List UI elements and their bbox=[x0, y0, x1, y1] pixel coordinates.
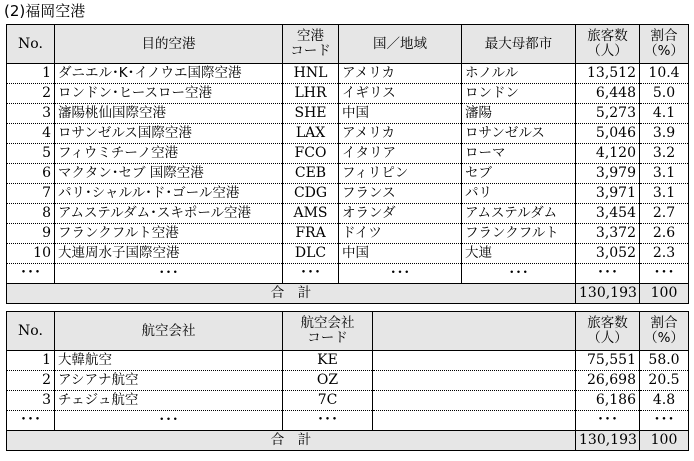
airport-total-label: 合 計 bbox=[7, 284, 576, 304]
table-row bbox=[7, 224, 689, 244]
table-row bbox=[7, 84, 689, 104]
passengers: 4,120 bbox=[576, 144, 640, 164]
share: ･･･ bbox=[640, 264, 689, 284]
row-no: 8 bbox=[7, 204, 55, 224]
airport-name: ロサンゼルス国際空港 bbox=[55, 124, 283, 144]
airline-code: 7C bbox=[283, 391, 373, 411]
header-airline-code bbox=[283, 312, 373, 351]
airport-name: ･･･ bbox=[55, 264, 283, 284]
table-row bbox=[7, 391, 689, 411]
table-row bbox=[7, 204, 689, 224]
airport-name: 大連周水子国際空港 bbox=[55, 244, 283, 264]
table-row bbox=[7, 144, 689, 164]
airline-name: ･･･ bbox=[55, 411, 283, 431]
passengers: 3,979 bbox=[576, 164, 640, 184]
row-no: 2 bbox=[7, 371, 55, 391]
passengers: ･･･ bbox=[576, 264, 640, 284]
airport-code: FCO bbox=[283, 144, 339, 164]
share: 58.0 bbox=[640, 351, 689, 371]
table-row bbox=[7, 64, 689, 84]
share: 2.3 bbox=[640, 244, 689, 264]
row-no: 1 bbox=[7, 64, 55, 84]
header-blank bbox=[373, 312, 576, 351]
passengers: 13,512 bbox=[576, 64, 640, 84]
row-no: 2 bbox=[7, 84, 55, 104]
passengers: 6,448 bbox=[576, 84, 640, 104]
airport-total-row bbox=[7, 284, 689, 304]
header-passengers-text: 旅客数 （人） bbox=[587, 315, 628, 346]
airport-code: FRA bbox=[283, 224, 339, 244]
row-no: 3 bbox=[7, 391, 55, 411]
row-no: 4 bbox=[7, 124, 55, 144]
share: 3.1 bbox=[640, 184, 689, 204]
city: ロサンゼルス bbox=[462, 124, 576, 144]
header-share-text: 割合 （%） bbox=[644, 28, 684, 59]
airport-name: フランクフルト空港 bbox=[55, 224, 283, 244]
airport-code: LAX bbox=[283, 124, 339, 144]
share: 3.9 bbox=[640, 124, 689, 144]
row-no: 9 bbox=[7, 224, 55, 244]
airport-name: パリ･シャルル･ド･ゴール空港 bbox=[55, 184, 283, 204]
share: 4.1 bbox=[640, 104, 689, 124]
airport-code: ･･･ bbox=[283, 264, 339, 284]
airport-total-passengers: 130,193 bbox=[576, 284, 640, 304]
row-no: 5 bbox=[7, 144, 55, 164]
airline-total-label: 合 計 bbox=[7, 431, 576, 451]
airport-table bbox=[6, 24, 689, 304]
table-row bbox=[7, 184, 689, 204]
table-row bbox=[7, 124, 689, 144]
header-passengers-text: 旅客数 （人） bbox=[587, 28, 628, 59]
airline-name: 大韓航空 bbox=[55, 351, 283, 371]
airport-code: HNL bbox=[283, 64, 339, 84]
airport-code: CDG bbox=[283, 184, 339, 204]
row-no: 7 bbox=[7, 184, 55, 204]
header-share bbox=[640, 25, 689, 64]
table-row bbox=[7, 351, 689, 371]
header-passengers bbox=[576, 25, 640, 64]
row-no: 3 bbox=[7, 104, 55, 124]
airport-code: AMS bbox=[283, 204, 339, 224]
table-row bbox=[7, 411, 689, 431]
header-country: 国／地域 bbox=[339, 25, 462, 64]
header-no: No. bbox=[7, 312, 55, 351]
passengers: 3,454 bbox=[576, 204, 640, 224]
passengers: 3,971 bbox=[576, 184, 640, 204]
blank-cell bbox=[373, 351, 576, 371]
country: オランダ bbox=[339, 204, 462, 224]
airline-code: OZ bbox=[283, 371, 373, 391]
airport-code: DLC bbox=[283, 244, 339, 264]
share: 5.0 bbox=[640, 84, 689, 104]
city: セブ bbox=[462, 164, 576, 184]
passengers: 5,273 bbox=[576, 104, 640, 124]
passengers: 3,052 bbox=[576, 244, 640, 264]
row-no: 6 bbox=[7, 164, 55, 184]
city: アムステルダム bbox=[462, 204, 576, 224]
passengers: 75,551 bbox=[576, 351, 640, 371]
header-airline: 航空会社 bbox=[55, 312, 283, 351]
share: 4.8 bbox=[640, 391, 689, 411]
table-row bbox=[7, 164, 689, 184]
share: 10.4 bbox=[640, 64, 689, 84]
airport-total-share: 100 bbox=[640, 284, 689, 304]
country: ドイツ bbox=[339, 224, 462, 244]
country: フィリピン bbox=[339, 164, 462, 184]
share: ･･･ bbox=[640, 411, 689, 431]
header-share-text: 割合 （%） bbox=[644, 315, 684, 346]
table-row bbox=[7, 244, 689, 264]
city: フランクフルト bbox=[462, 224, 576, 244]
country: アメリカ bbox=[339, 124, 462, 144]
airline-total-passengers: 130,193 bbox=[576, 431, 640, 451]
table-row bbox=[7, 104, 689, 124]
airline-total-share: 100 bbox=[640, 431, 689, 451]
country: アメリカ bbox=[339, 64, 462, 84]
country: イタリア bbox=[339, 144, 462, 164]
share: 2.6 bbox=[640, 224, 689, 244]
country: イギリス bbox=[339, 84, 462, 104]
airline-code: ･･･ bbox=[283, 411, 373, 431]
header-share bbox=[640, 312, 689, 351]
table-row bbox=[7, 264, 689, 284]
airport-name: ロンドン･ヒースロー空港 bbox=[55, 84, 283, 104]
header-no: No. bbox=[7, 25, 55, 64]
city: 瀋陽 bbox=[462, 104, 576, 124]
airport-name: 瀋陽桃仙国際空港 bbox=[55, 104, 283, 124]
share: 2.7 bbox=[640, 204, 689, 224]
airport-code: SHE bbox=[283, 104, 339, 124]
header-airport: 目的空港 bbox=[55, 25, 283, 64]
section-title: (2)福岡空港 bbox=[4, 2, 86, 20]
passengers: 3,372 bbox=[576, 224, 640, 244]
country: フランス bbox=[339, 184, 462, 204]
airport-table-header bbox=[7, 25, 689, 64]
header-airline-code-text: 航空会社 コード bbox=[300, 315, 355, 346]
passengers: ･･･ bbox=[576, 411, 640, 431]
header-airport-code bbox=[283, 25, 339, 64]
country: 中国 bbox=[339, 104, 462, 124]
airport-name: フィウミチーノ空港 bbox=[55, 144, 283, 164]
row-no: ･･･ bbox=[7, 411, 55, 431]
airport-name: マクタン･セブ 国際空港 bbox=[55, 164, 283, 184]
blank-cell bbox=[373, 391, 576, 411]
country: ･･･ bbox=[339, 264, 462, 284]
row-no: 10 bbox=[7, 244, 55, 264]
passengers: 6,186 bbox=[576, 391, 640, 411]
table-row bbox=[7, 371, 689, 391]
airline-total-row bbox=[7, 431, 689, 451]
share: 3.1 bbox=[640, 164, 689, 184]
airline-name: アシアナ航空 bbox=[55, 371, 283, 391]
airline-code: KE bbox=[283, 351, 373, 371]
blank-cell bbox=[373, 371, 576, 391]
airport-code: LHR bbox=[283, 84, 339, 104]
city: パリ bbox=[462, 184, 576, 204]
country: 中国 bbox=[339, 244, 462, 264]
header-airport-code-text: 空港 コード bbox=[290, 28, 331, 59]
header-passengers bbox=[576, 312, 640, 351]
city: 大連 bbox=[462, 244, 576, 264]
row-no: ･･･ bbox=[7, 264, 55, 284]
city: ロンドン bbox=[462, 84, 576, 104]
airline-table bbox=[6, 311, 689, 451]
airport-name: アムステルダム･スキポール空港 bbox=[55, 204, 283, 224]
city: ･･･ bbox=[462, 264, 576, 284]
share: 20.5 bbox=[640, 371, 689, 391]
passengers: 5,046 bbox=[576, 124, 640, 144]
airport-code: CEB bbox=[283, 164, 339, 184]
airline-name: チェジュ航空 bbox=[55, 391, 283, 411]
blank-cell bbox=[373, 411, 576, 431]
share: 3.2 bbox=[640, 144, 689, 164]
header-city: 最大母都市 bbox=[462, 25, 576, 64]
row-no: 1 bbox=[7, 351, 55, 371]
passengers: 26,698 bbox=[576, 371, 640, 391]
city: ホノルル bbox=[462, 64, 576, 84]
city: ローマ bbox=[462, 144, 576, 164]
airline-table-header bbox=[7, 312, 689, 351]
airport-name: ダニエル･K･イノウエ国際空港 bbox=[55, 64, 283, 84]
